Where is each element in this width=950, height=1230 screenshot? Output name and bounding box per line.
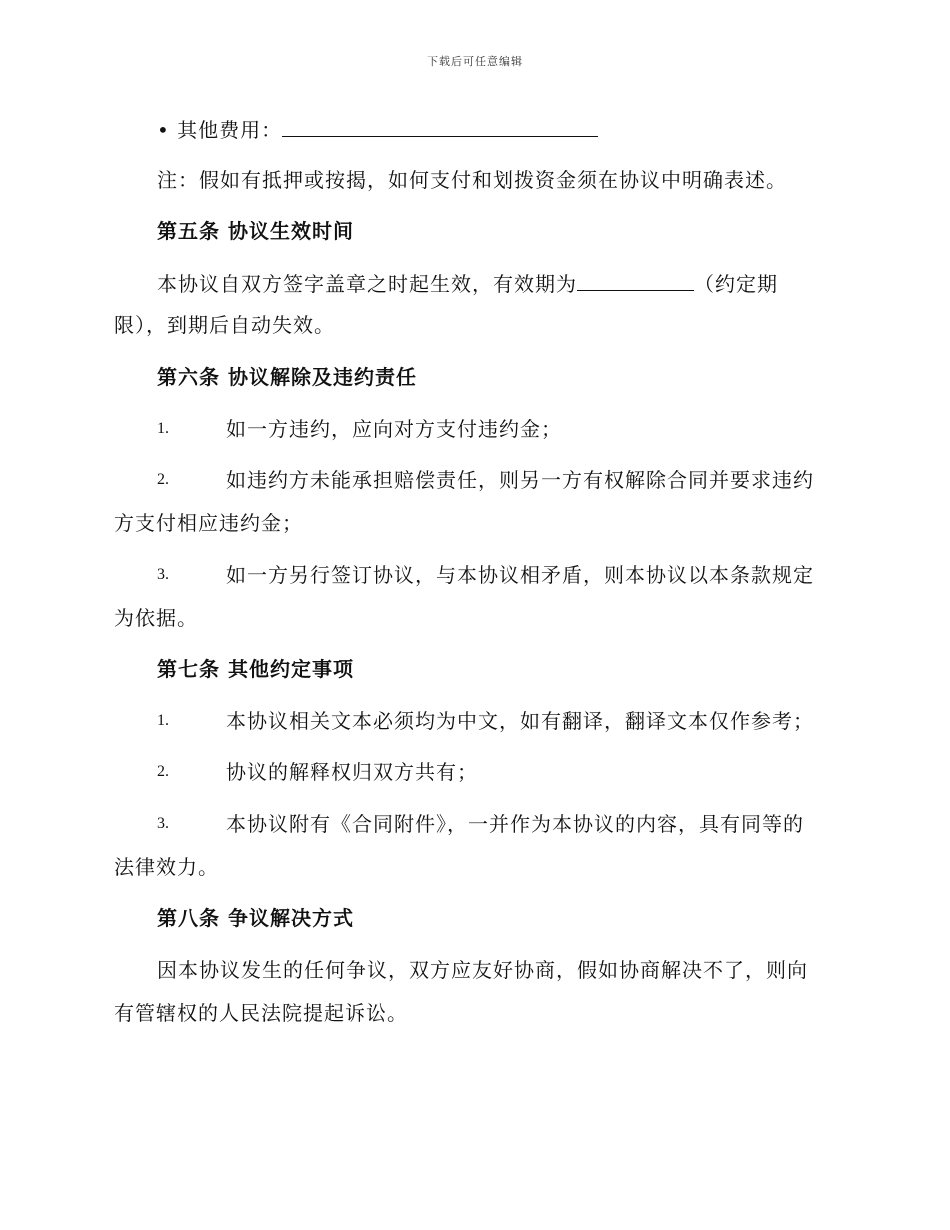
header-note: 下载后可任意编辑 bbox=[427, 55, 523, 68]
article7-item-1-num: 1. bbox=[157, 712, 169, 729]
article7-title: 第七条 其他约定事项 bbox=[157, 657, 354, 681]
article8-text-line2: 有管辖权的人民法院提起诉讼。 bbox=[114, 1001, 408, 1025]
article6-item-3-num: 3. bbox=[157, 566, 169, 583]
article6-item-2-cont: 方支付相应违约金； bbox=[114, 511, 303, 535]
article6-item-1-num: 1. bbox=[157, 420, 169, 437]
article5-title: 第五条 协议生效时间 bbox=[157, 219, 354, 243]
fee-note: 注：假如有抵押或按揭，如何支付和划拨资金须在协议中明确表述。 bbox=[157, 168, 787, 192]
article8-text-line1: 因本协议发生的任何争议，双方应友好协商，假如协商解决不了，则向 bbox=[157, 958, 808, 982]
article5-text-line1 bbox=[157, 270, 778, 296]
article5-text-line2: 限），到期后自动失效。 bbox=[114, 313, 335, 337]
other-fee-row bbox=[157, 116, 598, 142]
other-fee-blank[interactable] bbox=[282, 116, 598, 137]
article7-item-1-text: 本协议相关文本必须均为中文，如有翻译，翻译文本仅作参考； bbox=[226, 709, 814, 733]
article7-item-3-num: 3. bbox=[157, 815, 169, 832]
article8-title: 第八条 争议解决方式 bbox=[157, 906, 354, 930]
article6-item-2-num: 2. bbox=[157, 471, 169, 488]
article6-item-3-text: 如一方另行签订协议，与本协议相矛盾，则本协议以本条款规定 bbox=[226, 563, 814, 587]
article6-item-1-text: 如一方违约，应向对方支付违约金； bbox=[226, 417, 562, 441]
article6-title: 第六条 协议解除及违约责任 bbox=[157, 365, 417, 389]
article7-item-3-text: 本协议附有《合同附件》，一并作为本协议的内容，具有同等的 bbox=[226, 812, 804, 836]
validity-period-blank[interactable] bbox=[577, 270, 694, 291]
article5-text-tail: （约定期 bbox=[694, 272, 778, 296]
article5-text: 本协议自双方签字盖章之时起生效，有效期为 bbox=[157, 272, 577, 296]
article7-item-2-text: 协议的解释权归双方共有； bbox=[226, 760, 478, 784]
other-fee-label: • 其他费用： bbox=[157, 118, 283, 142]
article7-item-2-num: 2. bbox=[157, 763, 169, 780]
article6-item-2-text: 如违约方未能承担赔偿责任，则另一方有权解除合同并要求违约 bbox=[226, 468, 814, 492]
article7-item-3-cont: 法律效力。 bbox=[114, 855, 219, 879]
article6-item-3-cont: 为依据。 bbox=[114, 606, 198, 630]
